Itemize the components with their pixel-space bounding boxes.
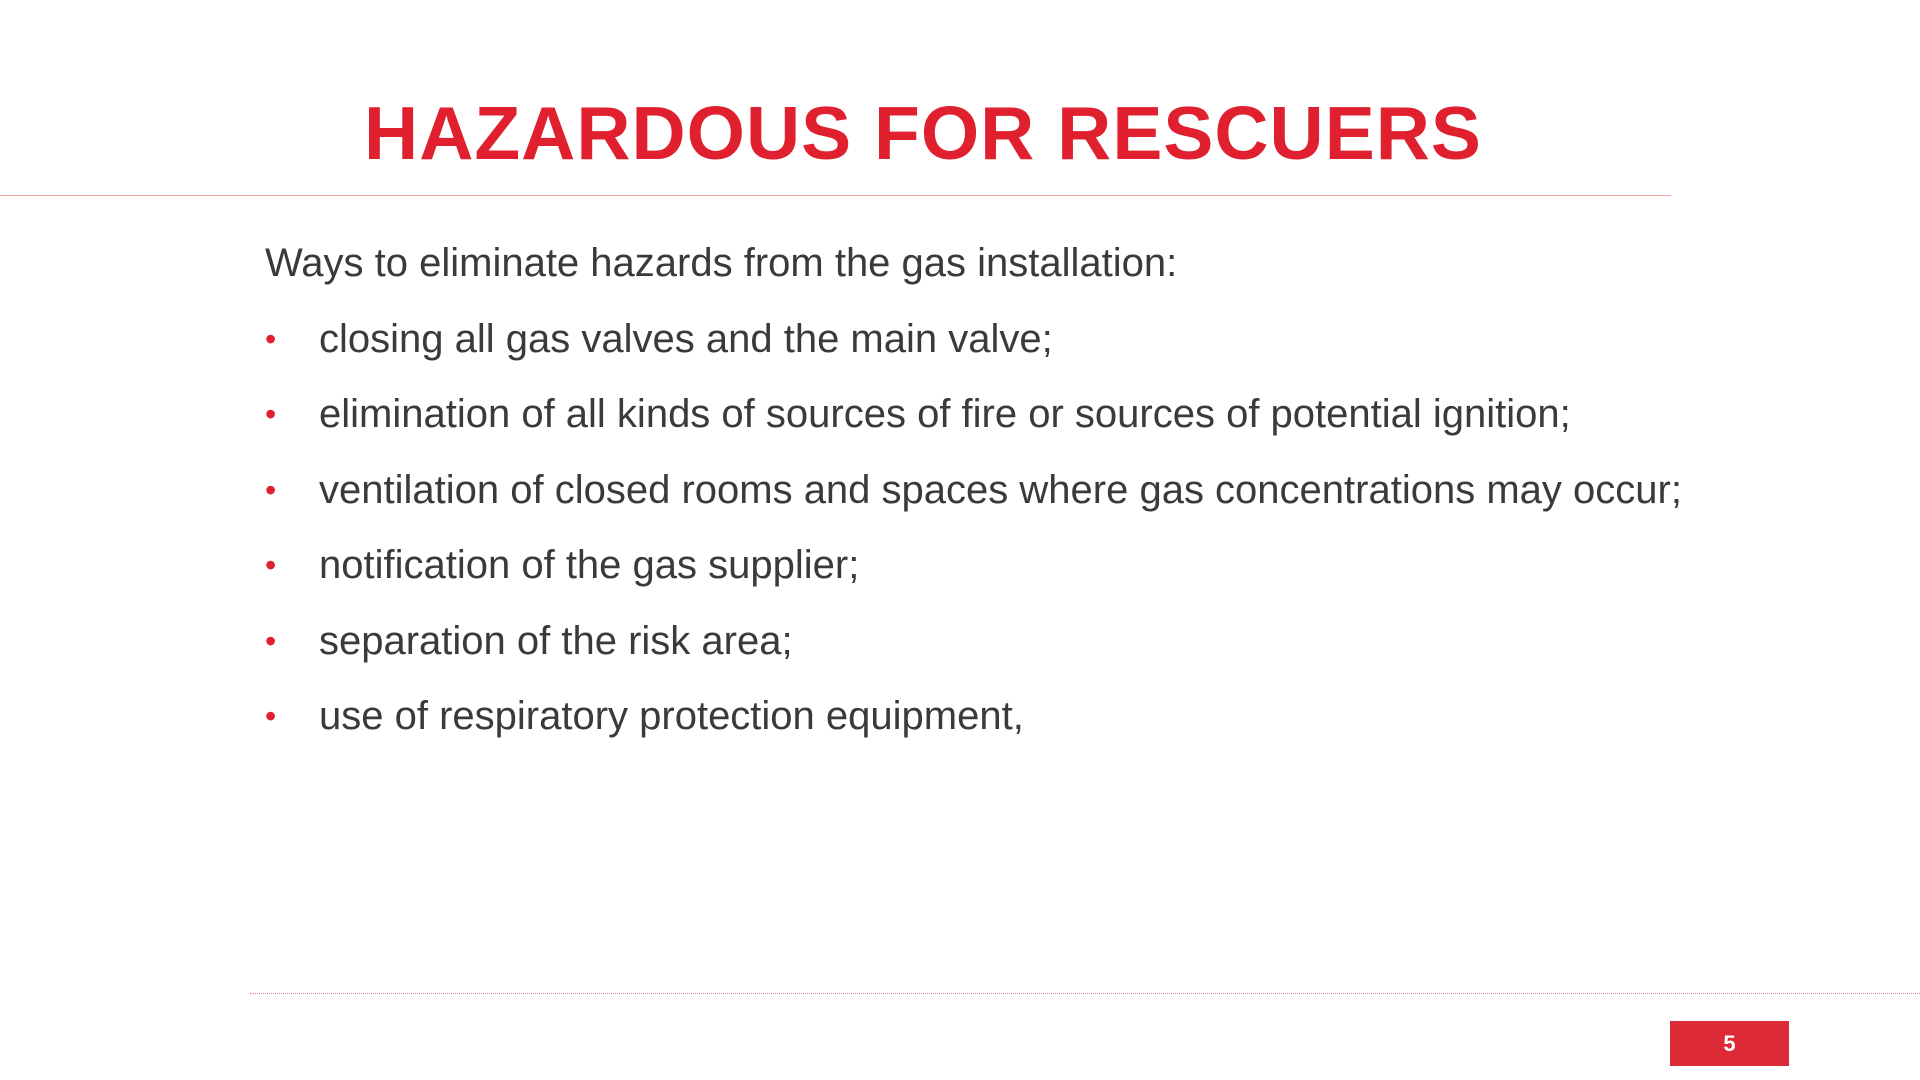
bullet-icon: •: [265, 698, 277, 734]
bullet-item: [265, 679, 1685, 755]
bullet-list: [265, 302, 1685, 755]
bullet-text: separation of the risk area;: [319, 618, 793, 663]
bullet-text: ventilation of closed rooms and spaces where gas concentrations may occur;: [319, 467, 1682, 512]
bullet-text: closing all gas valves and the main valve;: [319, 316, 1053, 361]
bullet-text: use of respiratory protection equipment,: [319, 694, 1024, 738]
slide-content: [265, 226, 1685, 755]
bullet-item: [265, 377, 1685, 453]
bullet-text: elimination of all kinds of sources of fire or sources of potential ignition;: [319, 392, 1571, 436]
bullet-item: [265, 528, 1685, 604]
bullet-icon: •: [265, 622, 277, 659]
bullet-icon: •: [265, 471, 277, 508]
slide-title: HAZARDOUS FOR RESCUERS: [364, 91, 1482, 175]
page-number-badge: 5: [1670, 1021, 1789, 1066]
bullet-item: [265, 453, 1685, 529]
bullet-text: notification of the gas supplier;: [319, 543, 860, 587]
bullet-item: [265, 302, 1685, 378]
footer-divider: [250, 993, 1920, 994]
title-divider: [0, 195, 1671, 196]
bullet-icon: •: [265, 547, 277, 583]
bullet-icon: •: [265, 320, 277, 357]
intro-text: Ways to eliminate hazards from the gas installation:: [265, 241, 1178, 285]
bullet-item: [265, 604, 1685, 680]
bullet-icon: •: [265, 396, 277, 432]
